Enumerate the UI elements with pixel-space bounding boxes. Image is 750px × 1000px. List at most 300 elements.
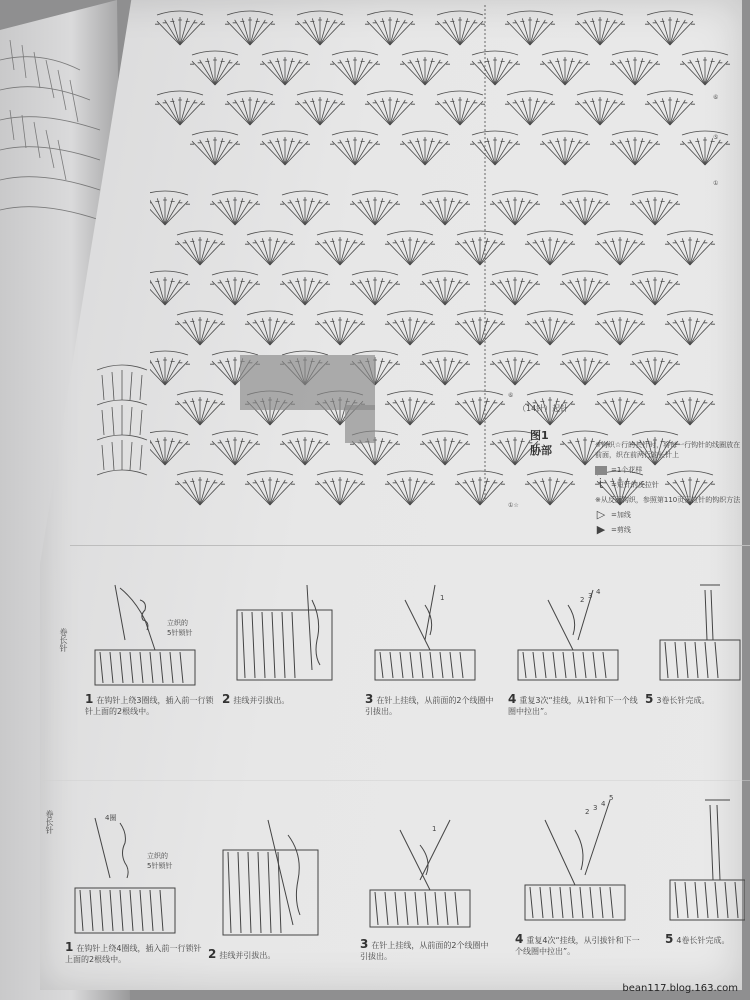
stitch-symbol bbox=[585, 280, 602, 305]
stitch-symbol bbox=[690, 240, 707, 265]
chain-arc bbox=[682, 131, 728, 135]
chain-arc bbox=[562, 351, 608, 355]
stitch-symbol bbox=[533, 240, 550, 265]
stitch-symbol bbox=[288, 280, 305, 305]
stitch-symbol bbox=[410, 240, 427, 265]
stitch-symbol bbox=[603, 400, 620, 425]
stitch-symbol bbox=[568, 200, 585, 225]
stitch-symbol bbox=[183, 480, 200, 505]
stitch-symbol bbox=[235, 200, 252, 225]
step-illustration bbox=[508, 580, 628, 690]
figure-title bbox=[530, 428, 552, 458]
step-top-4 bbox=[508, 580, 638, 717]
chain-arc bbox=[492, 351, 538, 355]
section-divider bbox=[70, 545, 750, 546]
stitch-symbol bbox=[670, 100, 687, 125]
stitch-symbol bbox=[515, 200, 532, 225]
step-marker: 3 bbox=[593, 804, 598, 812]
stitch-symbol bbox=[150, 280, 165, 305]
stitch-symbol bbox=[638, 360, 655, 385]
step-marker: 4 bbox=[601, 800, 606, 808]
stitch-symbol bbox=[323, 320, 340, 345]
step-caption bbox=[365, 694, 495, 717]
stitch-symbol bbox=[338, 60, 355, 85]
step-illustration bbox=[665, 790, 745, 930]
chain-arc bbox=[402, 131, 448, 135]
figure-name: 胁部 bbox=[530, 444, 552, 457]
step-number: 4 bbox=[515, 932, 524, 946]
step-text: 挂线并引拔出。 bbox=[219, 951, 276, 960]
pattern-repeat-shade bbox=[240, 355, 375, 410]
stitch-symbol bbox=[218, 440, 235, 465]
stitch-symbol bbox=[215, 60, 232, 85]
stitch-symbol bbox=[373, 20, 390, 45]
chain-arc bbox=[212, 191, 258, 195]
stitch-symbol bbox=[495, 60, 512, 85]
stitch-symbol bbox=[568, 360, 585, 385]
chain-arc bbox=[387, 231, 433, 235]
chain-arc bbox=[177, 231, 223, 235]
stitch-symbol bbox=[478, 60, 495, 85]
step-callout-2: 5针锁针 bbox=[147, 862, 173, 870]
chain-arc bbox=[527, 231, 573, 235]
step-bottom-4 bbox=[515, 790, 645, 957]
stitch-symbol bbox=[688, 140, 705, 165]
step-marker: 2 bbox=[585, 808, 590, 816]
step-top-5 bbox=[645, 580, 745, 706]
step-callout: 立织的 bbox=[147, 852, 168, 860]
legend-swatch-label: =1个花样 bbox=[611, 466, 643, 474]
stitch-symbol bbox=[303, 100, 320, 125]
step-number: 2 bbox=[222, 692, 231, 706]
legend-row-cut bbox=[595, 525, 745, 535]
pattern-swatch-icon bbox=[595, 466, 607, 475]
stitch-symbol bbox=[530, 100, 547, 125]
chain-arc bbox=[192, 131, 238, 135]
stitch-symbol bbox=[408, 140, 425, 165]
chain-arc bbox=[682, 51, 728, 55]
stitch-symbol bbox=[638, 280, 655, 305]
chain-arc bbox=[562, 191, 608, 195]
stitch-symbol bbox=[355, 60, 372, 85]
stitch-symbol bbox=[480, 480, 497, 505]
step-bottom-3 bbox=[360, 815, 490, 962]
stitch-symbol bbox=[393, 320, 410, 345]
chain-arc bbox=[597, 311, 643, 315]
stitch-symbol bbox=[480, 320, 497, 345]
stitch-symbol bbox=[425, 140, 442, 165]
step-caption bbox=[645, 694, 745, 706]
step-marker: 1 bbox=[432, 825, 437, 833]
stitch-symbol bbox=[603, 320, 620, 345]
stitch-symbol bbox=[183, 320, 200, 345]
stitch-symbol bbox=[445, 200, 462, 225]
stitch-symbol bbox=[250, 20, 267, 45]
stitch-symbol bbox=[233, 20, 250, 45]
stitch-symbol bbox=[340, 480, 357, 505]
step-top-2 bbox=[222, 580, 352, 706]
stitch-pattern bbox=[150, 5, 730, 505]
row-marker: ⑥ bbox=[508, 392, 514, 399]
side-mini-chart bbox=[92, 360, 152, 500]
stitch-symbol bbox=[705, 60, 722, 85]
step-number: 5 bbox=[645, 692, 654, 706]
stitch-symbol bbox=[285, 60, 302, 85]
stitch-symbol bbox=[253, 320, 270, 345]
row-marker: ① bbox=[713, 180, 719, 187]
chain-arc bbox=[317, 311, 363, 315]
stitch-symbol bbox=[270, 320, 287, 345]
stitch-symbol bbox=[268, 60, 285, 85]
chain-arc bbox=[192, 51, 238, 55]
stitch-symbol bbox=[303, 20, 320, 45]
stitch-symbol bbox=[305, 440, 322, 465]
stitch-symbol bbox=[463, 400, 480, 425]
stitch-symbol bbox=[600, 100, 617, 125]
stitch-symbol bbox=[515, 360, 532, 385]
chain-arc bbox=[227, 11, 273, 15]
step-caption bbox=[508, 694, 638, 717]
chain-arc bbox=[667, 231, 713, 235]
step-caption bbox=[360, 939, 490, 962]
stitch-symbol bbox=[533, 480, 550, 505]
stitch-symbol bbox=[480, 240, 497, 265]
stitch-symbol bbox=[235, 440, 252, 465]
chain-arc bbox=[492, 191, 538, 195]
stitch-symbol bbox=[548, 60, 565, 85]
stitch-symbol bbox=[180, 100, 197, 125]
step-illustration bbox=[208, 815, 328, 945]
chain-arc bbox=[507, 91, 553, 95]
stitch-symbol bbox=[443, 100, 460, 125]
stitch-symbol bbox=[635, 140, 652, 165]
stitch-symbol bbox=[393, 240, 410, 265]
chain-arc bbox=[227, 91, 273, 95]
stitch-symbol bbox=[498, 360, 515, 385]
stitch-symbol bbox=[218, 360, 235, 385]
chain-arc bbox=[150, 351, 188, 355]
stitch-symbol bbox=[635, 60, 652, 85]
stitch-symbol bbox=[515, 280, 532, 305]
stitch-symbol bbox=[550, 240, 567, 265]
stitch-symbol bbox=[480, 400, 497, 425]
stitch-symbol bbox=[673, 320, 690, 345]
stitch-symbol bbox=[150, 440, 165, 465]
chain-arc bbox=[667, 311, 713, 315]
step-text: 重复3次“挂线，从1针和下一个线圈中拉出”。 bbox=[508, 696, 638, 716]
chain-arc bbox=[632, 431, 678, 435]
chain-arc bbox=[177, 471, 223, 475]
stitch-symbol bbox=[445, 440, 462, 465]
stitch-symbol bbox=[233, 100, 250, 125]
chain-arc bbox=[472, 51, 518, 55]
chain-arc bbox=[577, 91, 623, 95]
legend-glyph-label: =短针的反拉针 bbox=[611, 481, 659, 489]
step-marker: 2 bbox=[580, 596, 585, 604]
chain-arc bbox=[507, 11, 553, 15]
stitch-symbol bbox=[655, 280, 672, 305]
chain-arc bbox=[632, 271, 678, 275]
chain-arc bbox=[647, 11, 693, 15]
chain-arc bbox=[387, 311, 433, 315]
stitch-symbol bbox=[428, 440, 445, 465]
stitch-symbol bbox=[463, 480, 480, 505]
chain-arc bbox=[282, 431, 328, 435]
stitch-symbol bbox=[620, 240, 637, 265]
step-number: 1 bbox=[85, 692, 94, 706]
stitch-symbol bbox=[495, 140, 512, 165]
chain-arc bbox=[577, 11, 623, 15]
step-marker: 3 bbox=[588, 592, 593, 600]
stitch-symbol bbox=[513, 100, 530, 125]
stitch-symbol bbox=[180, 20, 197, 45]
step-illustration bbox=[365, 580, 485, 690]
stitch-symbol bbox=[165, 200, 182, 225]
stitch-symbol bbox=[375, 200, 392, 225]
stitch-symbol bbox=[410, 320, 427, 345]
stitch-symbol bbox=[198, 140, 215, 165]
stitch-symbol bbox=[268, 140, 285, 165]
step-text: 4卷长针完成。 bbox=[676, 936, 730, 945]
chain-arc bbox=[632, 191, 678, 195]
chain-arc bbox=[157, 91, 203, 95]
stitch-symbol bbox=[323, 480, 340, 505]
chain-arc bbox=[612, 51, 658, 55]
step-number: 5 bbox=[665, 932, 674, 946]
step-text: 在钩针上绕3圈线，插入前一行锁针上面的2根线中。 bbox=[85, 696, 214, 716]
stitch-symbol bbox=[673, 400, 690, 425]
step-marker: 4 bbox=[596, 588, 601, 596]
step-caption bbox=[85, 694, 215, 717]
step-top-1 bbox=[85, 580, 215, 717]
step-text: 重复4次“挂线，从引拔针和下一个线圈中拉出”。 bbox=[515, 936, 640, 956]
stitch-symbol bbox=[653, 20, 670, 45]
stitch-symbol bbox=[165, 440, 182, 465]
section-divider-lower bbox=[40, 780, 750, 781]
stitch-symbol bbox=[270, 480, 287, 505]
legend-add-label: =加线 bbox=[611, 511, 631, 519]
stitch-symbol bbox=[358, 200, 375, 225]
step-illustration bbox=[645, 580, 745, 690]
chain-arc bbox=[367, 91, 413, 95]
back-post-stitch-icon: ṫ bbox=[598, 478, 604, 491]
chain-arc bbox=[562, 271, 608, 275]
stitch-symbol bbox=[653, 100, 670, 125]
step-callout: 立织的 bbox=[167, 619, 188, 627]
stitch-symbol bbox=[183, 240, 200, 265]
chain-arc bbox=[597, 231, 643, 235]
stitch-symbol bbox=[288, 200, 305, 225]
stitch-symbol bbox=[410, 480, 427, 505]
stitch-symbol bbox=[375, 360, 392, 385]
stitch-symbol bbox=[375, 440, 392, 465]
stitch-symbol bbox=[618, 60, 635, 85]
chain-arc bbox=[247, 471, 293, 475]
stitch-symbol bbox=[690, 400, 707, 425]
step-illustration bbox=[222, 580, 342, 690]
legend-note-2: ※从反面钩织，参照第110页正拉针的钩织方法 bbox=[595, 496, 741, 504]
step-illustration bbox=[360, 815, 480, 935]
step-callout-2: 5针锁针 bbox=[167, 629, 193, 637]
chain-arc bbox=[387, 471, 433, 475]
legend-row-add bbox=[595, 510, 745, 520]
chain-arc bbox=[437, 91, 483, 95]
stitch-symbol bbox=[670, 20, 687, 45]
stitch-symbol bbox=[200, 480, 217, 505]
chain-arc bbox=[297, 91, 343, 95]
start-chain-label: （14针）起针 bbox=[518, 404, 569, 413]
stitch-symbol bbox=[200, 240, 217, 265]
stitch-symbol bbox=[443, 20, 460, 45]
stitch-symbol bbox=[620, 320, 637, 345]
chain-arc bbox=[437, 11, 483, 15]
step-number: 1 bbox=[65, 940, 74, 954]
legend-cut-label: =剪线 bbox=[611, 526, 631, 534]
stitch-symbol bbox=[498, 440, 515, 465]
stitch-symbol bbox=[305, 200, 322, 225]
stitch-symbol bbox=[390, 20, 407, 45]
stitch-symbol bbox=[463, 240, 480, 265]
stitch-symbol bbox=[320, 100, 337, 125]
stitch-symbol bbox=[463, 320, 480, 345]
legend-row-swatch bbox=[595, 465, 745, 475]
stitch-symbol bbox=[530, 20, 547, 45]
step-text: 3卷长针完成。 bbox=[656, 696, 710, 705]
stitch-symbol bbox=[690, 320, 707, 345]
row-marker: ⑤ bbox=[713, 134, 719, 141]
stitch-symbol bbox=[235, 280, 252, 305]
stitch-symbol bbox=[585, 200, 602, 225]
stitch-symbol bbox=[583, 100, 600, 125]
stitch-symbol bbox=[253, 240, 270, 265]
stitch-symbol bbox=[428, 200, 445, 225]
row-marker: ①☆ bbox=[508, 502, 519, 509]
stitch-symbol bbox=[393, 400, 410, 425]
chain-arc bbox=[352, 191, 398, 195]
chain-arc bbox=[542, 51, 588, 55]
cut-yarn-icon: ▶ bbox=[596, 523, 606, 536]
stitch-symbol bbox=[583, 20, 600, 45]
chain-arc bbox=[150, 271, 188, 275]
chain-arc bbox=[422, 351, 468, 355]
chain-arc bbox=[472, 131, 518, 135]
chart-legend bbox=[595, 440, 745, 540]
stitch-symbol bbox=[600, 20, 617, 45]
stitch-symbol bbox=[163, 20, 180, 45]
stitch-symbol bbox=[460, 20, 477, 45]
stitch-symbol bbox=[408, 60, 425, 85]
chain-arc bbox=[667, 391, 713, 395]
step-illustration bbox=[85, 580, 205, 690]
chain-arc bbox=[422, 191, 468, 195]
stitch-symbol bbox=[460, 100, 477, 125]
step-text: 在针上挂线，从前面的2个线圈中引拔出。 bbox=[365, 696, 494, 716]
chain-arc bbox=[212, 271, 258, 275]
stitch-symbol bbox=[218, 280, 235, 305]
stitch-symbol bbox=[568, 280, 585, 305]
side-label-bottom: 卷长针 bbox=[45, 810, 54, 834]
stitch-symbol bbox=[375, 280, 392, 305]
chain-arc bbox=[332, 51, 378, 55]
figure-number: 图1 bbox=[530, 429, 549, 442]
step-caption bbox=[208, 949, 338, 961]
stitch-symbol bbox=[198, 60, 215, 85]
chain-arc bbox=[457, 471, 503, 475]
step-top-3 bbox=[365, 580, 495, 717]
chain-arc bbox=[262, 51, 308, 55]
stitch-symbol bbox=[183, 400, 200, 425]
chain-arc bbox=[150, 431, 188, 435]
stitch-symbol bbox=[215, 140, 232, 165]
chain-arc bbox=[247, 231, 293, 235]
chain-arc bbox=[457, 391, 503, 395]
chain-arc bbox=[282, 271, 328, 275]
step-text: 挂线并引拔出。 bbox=[233, 696, 290, 705]
stitch-symbol bbox=[165, 360, 182, 385]
chain-arc bbox=[150, 191, 188, 195]
stitch-symbol bbox=[150, 360, 165, 385]
stitch-symbol bbox=[358, 440, 375, 465]
stitch-symbol bbox=[358, 280, 375, 305]
step-number: 2 bbox=[208, 947, 217, 961]
chain-arc bbox=[527, 311, 573, 315]
stitch-symbol bbox=[320, 20, 337, 45]
stitch-symbol bbox=[655, 200, 672, 225]
stitch-symbol bbox=[218, 200, 235, 225]
chain-arc bbox=[212, 431, 258, 435]
chain-arc bbox=[262, 131, 308, 135]
chain-arc bbox=[317, 231, 363, 235]
stitch-symbol bbox=[285, 140, 302, 165]
chain-arc bbox=[157, 11, 203, 15]
stitch-symbol bbox=[688, 60, 705, 85]
stitch-symbol bbox=[498, 200, 515, 225]
stitch-symbol bbox=[305, 280, 322, 305]
stitch-symbol bbox=[603, 240, 620, 265]
stitch-symbol bbox=[338, 140, 355, 165]
step-number: 3 bbox=[360, 937, 369, 951]
step-marker: 5 bbox=[609, 794, 614, 802]
stitch-symbol bbox=[445, 360, 462, 385]
side-label-top: 卷长针 bbox=[59, 628, 68, 652]
stitch-symbol bbox=[428, 360, 445, 385]
step-caption bbox=[222, 694, 352, 706]
stitch-symbol bbox=[163, 100, 180, 125]
stitch-symbol bbox=[200, 400, 217, 425]
step-text: 在钩针上绕4圈线，插入前一行锁针上面的2根线中。 bbox=[65, 944, 202, 964]
legend-row-glyph bbox=[595, 480, 745, 490]
stitch-symbol bbox=[250, 100, 267, 125]
chain-arc bbox=[332, 131, 378, 135]
chain-arc bbox=[562, 431, 608, 435]
stitch-symbol bbox=[550, 480, 567, 505]
chain-arc bbox=[282, 191, 328, 195]
stitch-symbol bbox=[253, 480, 270, 505]
step-caption bbox=[665, 934, 745, 946]
chain-arc bbox=[632, 351, 678, 355]
step-marker: 4圈 bbox=[105, 814, 117, 822]
stitch-symbol bbox=[340, 320, 357, 345]
stitch-symbol bbox=[165, 280, 182, 305]
add-yarn-icon: ▷ bbox=[596, 508, 606, 521]
chain-arc bbox=[387, 391, 433, 395]
chain-arc bbox=[422, 431, 468, 435]
chain-arc bbox=[647, 91, 693, 95]
stitch-symbol bbox=[533, 320, 550, 345]
stitch-symbol bbox=[565, 140, 582, 165]
stitch-symbol bbox=[585, 360, 602, 385]
stitch-symbol bbox=[478, 140, 495, 165]
